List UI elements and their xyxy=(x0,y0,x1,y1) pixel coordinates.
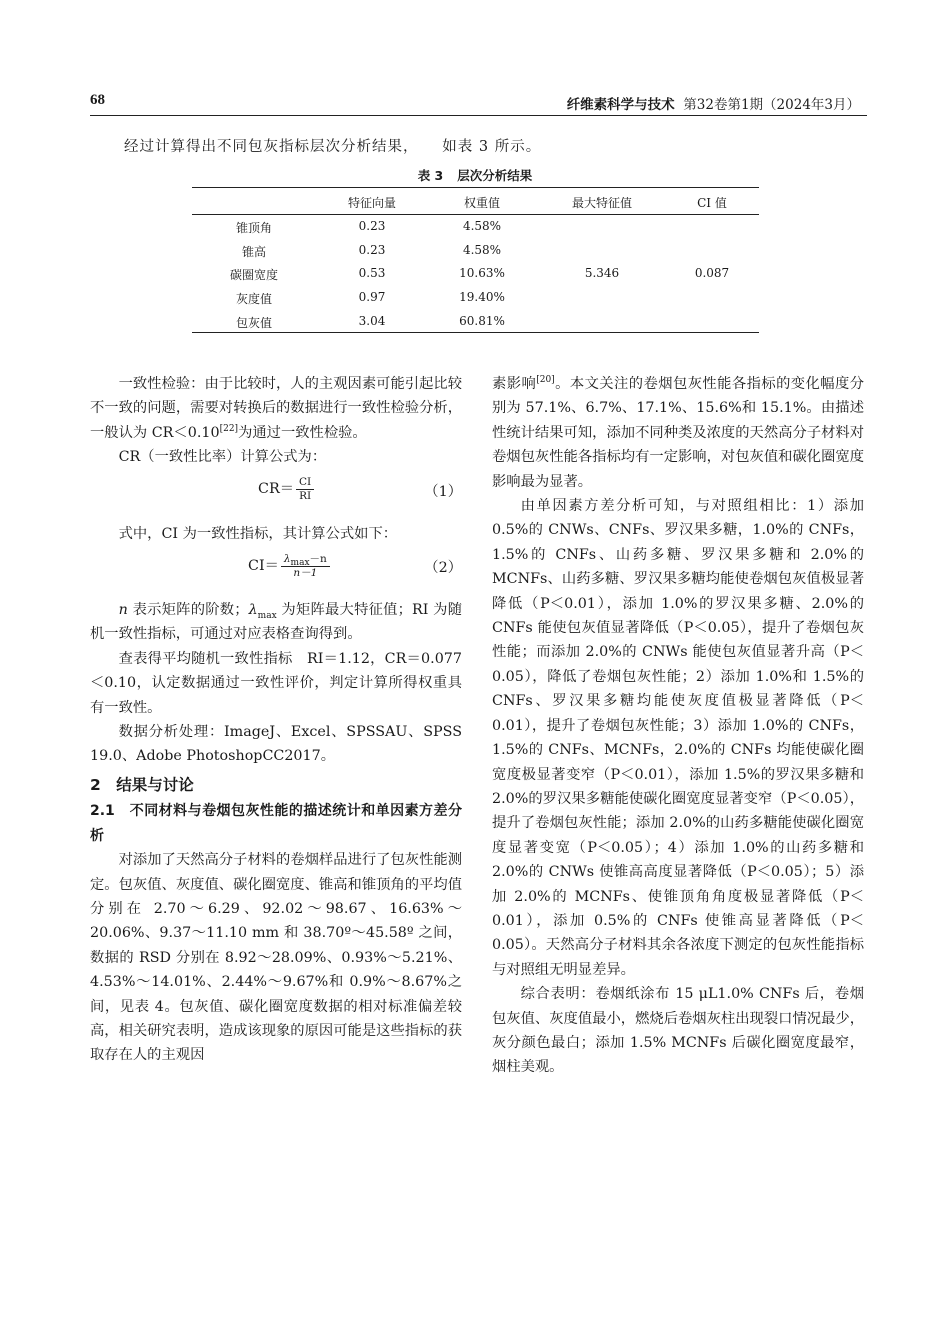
formula-lhs: CR＝ xyxy=(258,481,295,498)
table-header-cell: 权重值 xyxy=(463,196,500,210)
fraction xyxy=(296,476,314,503)
table-header-cell: 最大特征值 xyxy=(571,196,632,210)
text: 。本文关注的卷烟包灰性能各指标的变化幅度分别为 57.1%、6.7%、17.1%、15.6%和 15.1%。由描述性统计结果可知，添加不同种类及浓度的天然高分子材料对卷烟包灰性能各指标均有一定影响，对包灰值和碳化圈宽度影响最为显著。 xyxy=(492,376,865,490)
formula-lhs: CI＝ xyxy=(248,557,279,574)
text: 一致性检验：由于比较时，人的主观因素可能引起比较不一致的问题，需要对转换后的数据进行一致性检验分析，一般认为 CR＜0.10 xyxy=(90,376,462,441)
denominator: n－1 xyxy=(293,566,318,579)
table-row-name: 锥顶角 xyxy=(235,221,272,235)
table-cell-ci: 0.087 xyxy=(694,266,730,280)
numerator: CI xyxy=(296,476,314,490)
paragraph xyxy=(90,598,462,647)
paragraph: 查表得平均随机一致性指标 RI＝1.12，CR＝0.077＜0.10，认定数据通过一致性评价，判定计算所得权重具有一致性。 xyxy=(90,650,462,716)
formula-2 xyxy=(90,546,462,598)
intro-sentence: 经过计算得出不同包灰指标层次分析结果， 如表 3 所示。 xyxy=(124,139,542,155)
table-row-name: 包灰值 xyxy=(235,316,272,330)
table-header-rule xyxy=(192,214,759,215)
header-rule xyxy=(90,115,867,116)
lambda: λ xyxy=(283,552,291,565)
table-label: 表 3 xyxy=(417,168,444,183)
paragraph: 数据分析处理：ImageJ、Excel、SPSSAU、SPSS 19.0、Adobe PhotoshopCC2017。 xyxy=(90,724,462,765)
table-cell: 4.58% xyxy=(462,243,502,257)
table-cell: 3.04 xyxy=(358,314,386,328)
equation-number: （2） xyxy=(424,560,462,577)
table-bottom-rule xyxy=(192,332,759,333)
journal-name: 纤维素科学与技术 xyxy=(566,97,675,113)
paragraph: 式中，CI 为一致性指标，其计算公式如下： xyxy=(118,525,398,542)
citation: [22] xyxy=(219,424,239,435)
text: －n xyxy=(309,552,327,565)
table-header-cell: CI 值 xyxy=(697,196,727,210)
table-caption xyxy=(0,166,950,184)
table-cell: 10.63% xyxy=(459,266,505,280)
paragraph xyxy=(90,372,462,445)
text: 素影响 xyxy=(492,376,537,392)
paragraph: CR（一致性比率）计算公式为： xyxy=(118,449,327,466)
symbol-n: n xyxy=(118,602,128,619)
right-column xyxy=(492,372,864,1080)
paragraph xyxy=(492,372,864,494)
table-cell: 4.58% xyxy=(462,219,502,233)
table-row-name: 锥高 xyxy=(241,245,266,259)
table-top-rule xyxy=(192,187,759,188)
table-cell: 0.53 xyxy=(358,266,386,280)
formula-1 xyxy=(90,470,462,522)
page-number: 68 xyxy=(90,92,105,108)
section-heading: 2 结果与讨论 xyxy=(90,775,194,794)
paragraph: 综合表明：卷烟纸涂布 15 μL1.0% CNFs 后，卷烟包灰值、灰度值最小，燃烧后卷烟灰柱出现裂口情况最少，灰分颜色最白；添加 1.5% MCNFs 后碳化圈宽度最窄，烟柱美观。 xyxy=(492,986,864,1076)
fraction xyxy=(281,553,330,580)
text: 表示矩阵的阶数； xyxy=(127,602,249,619)
text: 为通过一致性检验。 xyxy=(238,424,367,441)
table-cell: 0.97 xyxy=(358,290,386,304)
subscript: max xyxy=(257,610,277,621)
table-row-name: 灰度值 xyxy=(235,292,272,306)
subscript: max xyxy=(290,557,310,568)
numerator xyxy=(281,553,330,567)
paragraph: 对添加了天然高分子材料的卷烟样品进行了包灰性能测定。包灰值、灰度值、碳化圈宽度、锥高和锥顶角的平均值分别在 2.70～6.29、92.02～98.67、16.63%～20.06%、9.37～11.10 mm 和 38.70º～45.58º 之间，数据的 RSD 分别在 8.92～28.09%、0.93%～5.21%、4.53%～14.01%、2.44%～9.67%和 0.9%～8.67%之间，见表 4。包灰值、碳化圈宽度数据的相对标准偏差较高，相关研究表明，造成该现象的原因可能是这些指标的获取存在人的主观因 xyxy=(90,852,462,1064)
formula-body xyxy=(258,470,314,510)
running-header xyxy=(560,93,860,113)
paragraph: 由单因素方差分析可知，与对照组相比：1）添加 0.5%的 CNWs、CNFs、罗汉果多糖，1.0%的 CNFs，1.5%的 CNFs、山药多糖、罗汉果多糖和 2.0%的 MCNFs、山药多糖、罗汉果多糖均能使卷烟包灰值极显著降低（P＜0.01），添加 1.0%的罗汉果多糖、2.0%的 CNFs 能使包灰值显著降低（P＜0.05），提升了卷烟包灰性能；而添加 2.0%的 CNWs 能使包灰值显著升高（P＜0.05），降低了卷烟包灰性能；2）添加 1.0%和 1.5%的 CNFs、罗汉果多糖均能使灰度值极显著降低（P＜0.01），提升了卷烟包灰性能；3）添加 1.0%的 CNFs，1.5%的 CNFs、MCNFs，2.0%的 CNFs 均能使碳化圈宽度极显著变窄（P＜0.01），添加 1.5%的罗汉果多糖和 2.0%的罗汉果多糖能使碳化圈宽度显著变窄（P＜0.05），提升了卷烟包灰性能；添加 2.0%的山药多糖能使碳化圈宽度显著变宽（P＜0.05）；4）添加 1.0%的山药多糖和 2.0%的 CNWs 使锥高高度显著降低（P＜0.05）；5）添加 2.0%的 MCNFs、使锥顶角角度极显著降低（P＜0.01），添加 0.5%的 CNFs 使锥高显著降低（P＜0.05）。天然高分子材料其余各浓度下测定的包灰性能指标与对照组无明显差异。 xyxy=(492,498,864,978)
table-row-name: 碳圈宽度 xyxy=(229,268,278,282)
formula-body xyxy=(248,546,330,586)
table-cell: 0.23 xyxy=(358,219,386,233)
subsection-heading: 2.1 不同材料与卷烟包灰性能的描述统计和单因素方差分析 xyxy=(90,803,462,844)
table-cell: 60.81% xyxy=(459,314,505,328)
journal-issue: 第32卷第1期（2024年3月） xyxy=(683,97,860,113)
equation-number: （1） xyxy=(424,483,462,500)
denominator: RI xyxy=(299,490,312,503)
symbol-lambda: λ xyxy=(248,602,258,619)
citation: [20] xyxy=(536,375,555,386)
table-header-cell: 特征向量 xyxy=(347,196,396,210)
table-cell: 0.23 xyxy=(358,243,386,257)
table-title: 层次分析结果 xyxy=(457,168,533,183)
table-cell-max-eigen: 5.346 xyxy=(584,266,620,280)
left-column xyxy=(90,372,462,1068)
table-cell: 19.40% xyxy=(459,290,505,304)
text: 为矩阵最大特征值；RI 为随机一致性指标，可通过对应表格查询得到。 xyxy=(90,602,462,643)
